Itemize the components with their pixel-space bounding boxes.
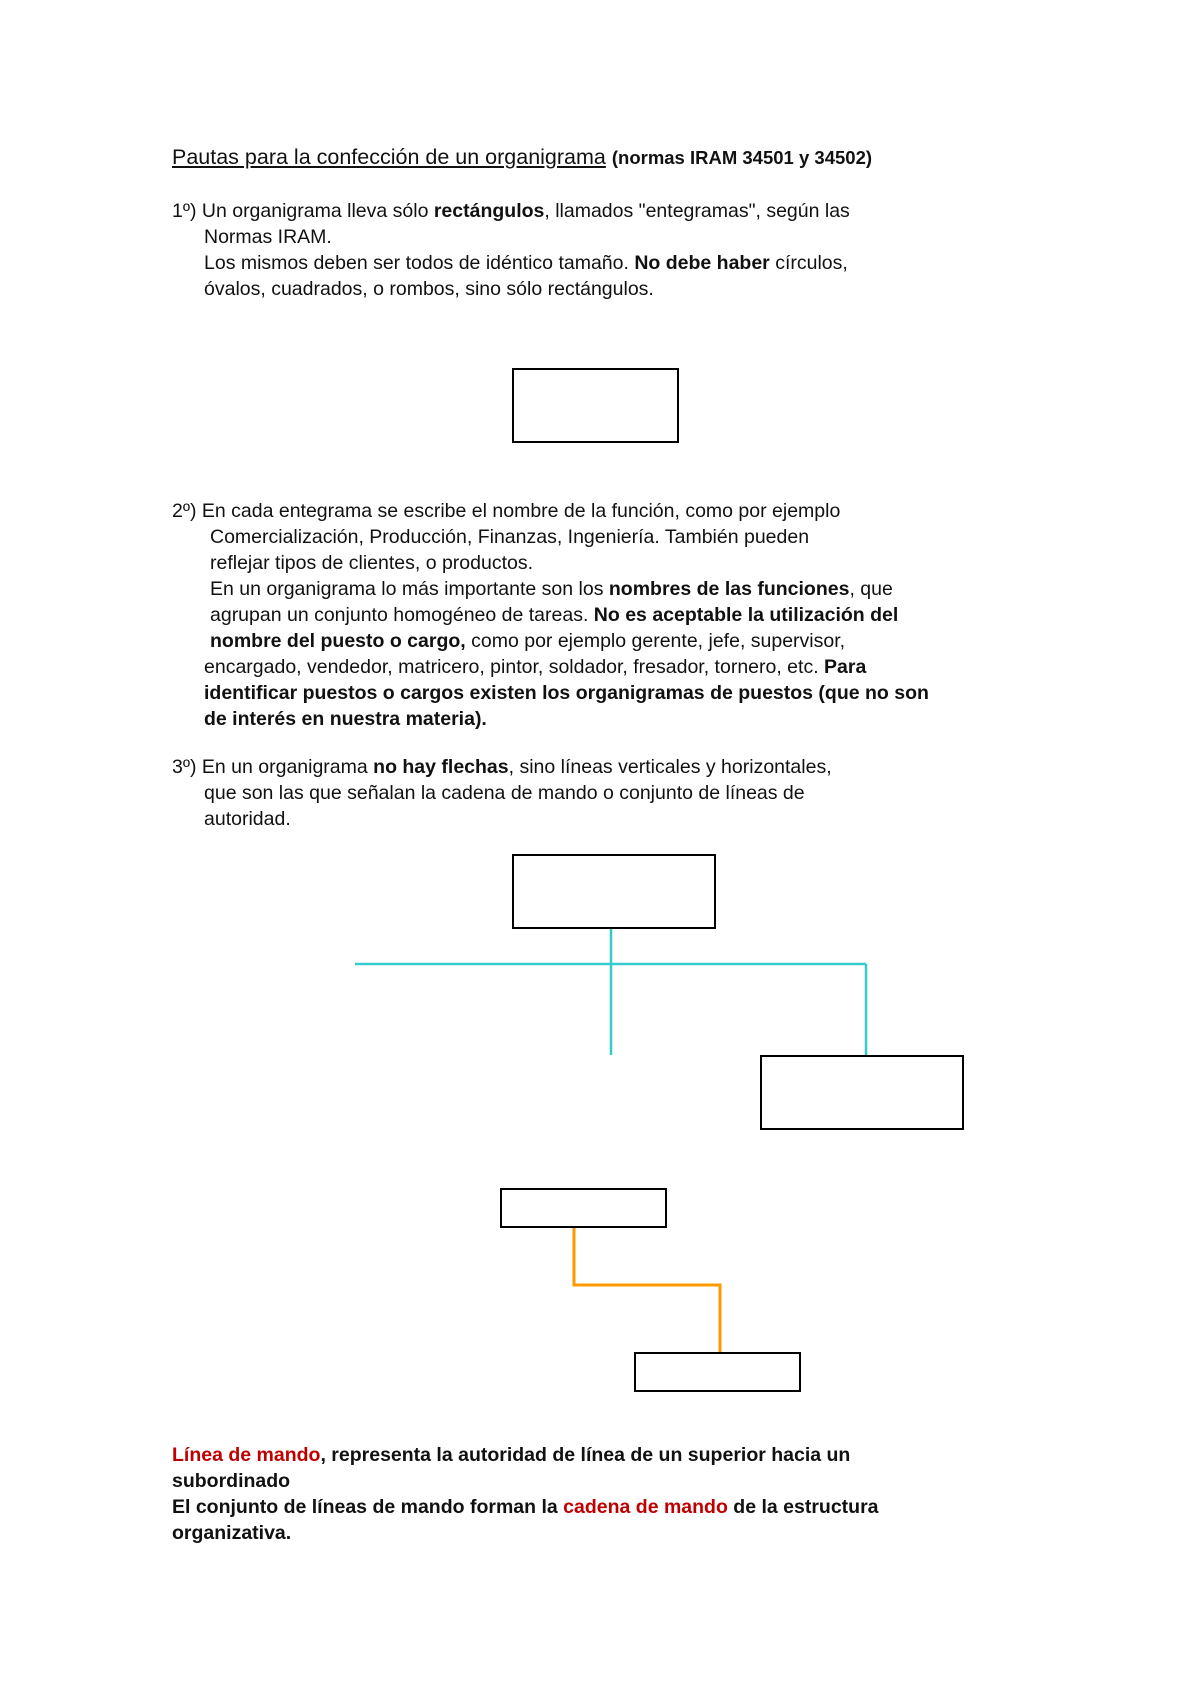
s2-bold: nombre del puesto o cargo, [210,630,466,652]
footer-line4: organizativa. [172,1522,292,1544]
s1-text: 1º) Un organigrama lleva sólo [172,200,434,222]
section3-line2: que son las que señalan la cadena de mando o conjunto de líneas de [204,782,805,804]
section2-line5 [210,602,898,628]
section2-line4 [210,576,893,602]
section2-line9: de interés en nuestra materia). [204,708,487,730]
section2-line6 [210,628,845,654]
org-right-box [760,1055,964,1130]
entegrama-example-box [512,368,679,443]
section3-line1 [172,754,832,780]
orange-command-lines [574,1226,720,1353]
footer-line2: subordinado [172,1470,291,1492]
s1-text: , llamados "entegramas", según las [544,200,850,222]
section3-line3: autoridad. [204,808,291,830]
footer-text: de la estructura [727,1496,879,1518]
s2-bold: No es aceptable la utilización del [593,604,899,626]
s1-text: Los mismos deben ser todos de idéntico tamaño. [204,252,635,274]
page-title [172,144,872,171]
s2-text: En un organigrama lo más importante son los [210,578,609,600]
org-top-box [512,854,716,929]
section2-line8: identificar puestos o cargos existen los organigramas de puestos (que no son [204,682,929,704]
s2-text: agrupan un conjunto homogéneo de tareas. [210,604,594,626]
s3-text: , sino líneas verticales y horizontales, [508,756,832,778]
s2-bold: nombres de las funciones [608,578,850,600]
section2-line2: Comercialización, Producción, Finanzas, Ingeniería. También pueden [210,526,810,548]
section2-line1: 2º) En cada entegrama se escribe el nombre de la función, como por ejemplo [172,500,841,522]
footer-text: El conjunto de líneas de mando forman la [172,1496,564,1518]
s1-bold: No debe haber [634,252,770,274]
title-suffix: (normas IRAM 34501 y 34502) [611,147,873,168]
s1-text: círculos, [769,252,848,274]
section1-line1 [172,198,850,224]
s2-text: , que [849,578,893,600]
footer-line3 [172,1494,879,1520]
section2-line3: reflejar tipos de clientes, o productos. [210,552,534,574]
section2-line7 [204,654,866,680]
cadena-de-mando-term: cadena de mando [563,1496,728,1518]
s2-text: como por ejemplo gerente, jefe, supervisor, [465,630,846,652]
s2-bold: Para [824,656,867,678]
s3-bold: no hay flechas [373,756,509,778]
title-main: Pautas para la confección de un organigrama [172,145,606,169]
org-small-bottom-box [634,1352,801,1392]
s1-bold: rectángulos [433,200,545,222]
footer-line1 [172,1442,850,1468]
footer-text: , representa la autoridad de línea de un superior hacia un [320,1444,851,1466]
orange-connector [574,1226,720,1353]
s2-text: encargado, vendedor, matricero, pintor, soldador, fresador, tornero, etc. [204,656,825,678]
s3-text: 3º) En un organigrama [172,756,374,778]
cyan-command-lines [355,927,866,1055]
linea-de-mando-term: Línea de mando [172,1444,321,1466]
section1-line2: Normas IRAM. [204,226,332,248]
section1-line4: óvalos, cuadrados, o rombos, sino sólo rectángulos. [204,278,654,300]
section1-line3 [204,250,848,276]
org-small-top-box [500,1188,667,1228]
